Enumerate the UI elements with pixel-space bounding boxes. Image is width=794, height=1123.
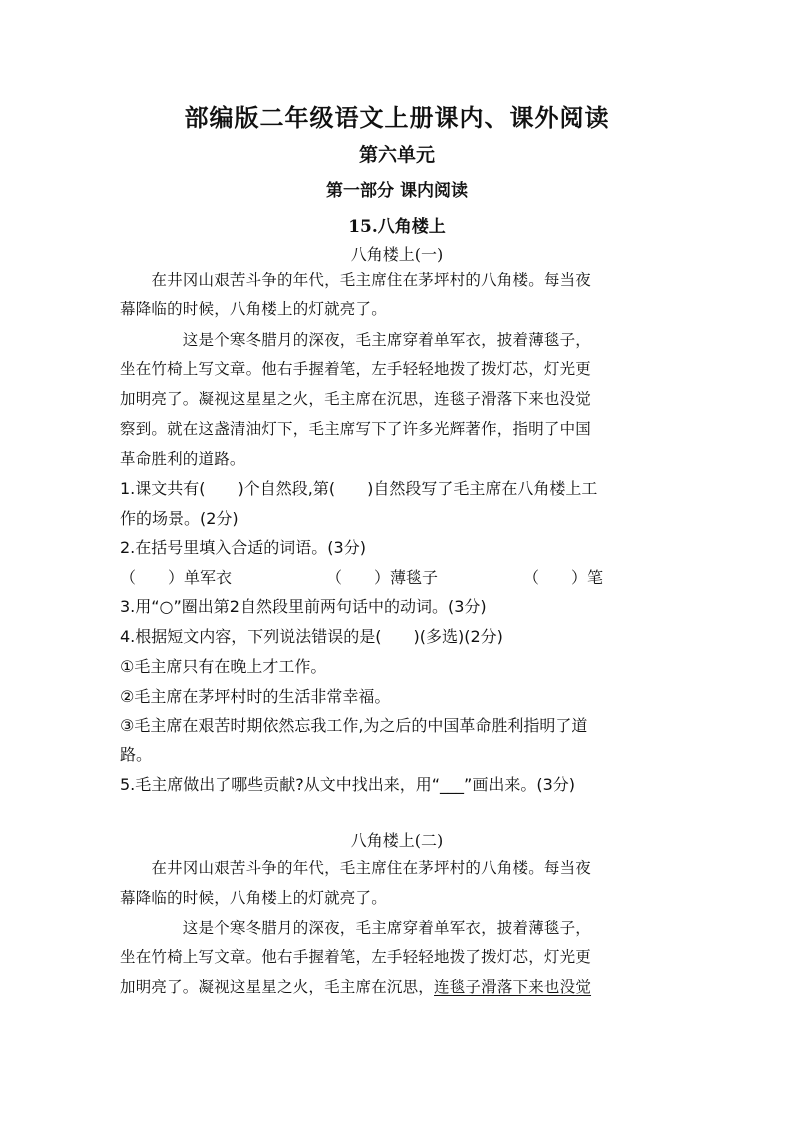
passage1-line: 革命胜利的道路。 <box>120 450 246 468</box>
passage1-line: 幕降临的时候，八角楼上的灯就亮了。 <box>120 300 387 318</box>
question-4-option-3: ③毛主席在艰苦时期依然忘我工作,为之后的中国革命胜利指明了道 <box>120 716 588 735</box>
passage1-line: 在井冈山艰苦斗争的年代，毛主席住在茅坪村的八角楼。每当夜 <box>120 271 592 289</box>
document-title: 部编版二年级语文上册课内、课外阅读 <box>184 103 610 132</box>
passage1-subtitle: 八角楼上(一) <box>350 245 444 264</box>
passage2-line: 幕降临的时候，八角楼上的灯就亮了。 <box>120 889 387 907</box>
blank-pen: （ ）笔 <box>523 568 604 587</box>
passage1-line: 这是个寒冬腊月的深夜，毛主席穿着单军衣，披着薄毯子， <box>120 331 592 349</box>
passage1-line: 加明亮了。凝视这星星之火，毛主席在沉思，连毯子滑落下来也没觉 <box>120 390 592 408</box>
question-1: 1.课文共有( )个自然段,第( )自然段写了毛主席在八角楼上工 <box>120 479 598 498</box>
question-4-option-1: ①毛主席只有在晚上才工作。 <box>120 657 327 676</box>
question-3: 3.用“○”圈出第2自然段里前两句话中的动词。(3分) <box>120 597 487 616</box>
part-heading: 第一部分 课内阅读 <box>326 181 468 201</box>
passage2-subtitle: 八角楼上(二) <box>350 831 444 850</box>
lesson-heading: 15.八角楼上 <box>348 217 446 237</box>
question-5: 5.毛主席做出了哪些贡献?从文中找出来，用“___”画出来。(3分) <box>120 775 576 794</box>
passage2-line: 在井冈山艰苦斗争的年代，毛主席住在茅坪村的八角楼。每当夜 <box>120 859 592 877</box>
question-4-option-3-cont: 路。 <box>120 745 153 764</box>
question-4: 4.根据短文内容，下列说法错误的是( )(多选)(2分) <box>120 627 503 646</box>
question-1-cont: 作的场景。(2分) <box>120 509 239 528</box>
question-4-option-2: ②毛主席在茅坪村时的生活非常幸福。 <box>120 687 391 706</box>
passage2-line-last <box>120 975 680 997</box>
passage2-line: 坐在竹椅上写文章。他右手握着笔，左手轻轻地拨了拨灯芯，灯光更 <box>120 948 592 966</box>
passage1-line: 坐在竹椅上写文章。他右手握着笔，左手轻轻地拨了拨灯芯，灯光更 <box>120 360 592 378</box>
passage2-line: 这是个寒冬腊月的深夜，毛主席穿着单军衣，披着薄毯子， <box>120 919 592 937</box>
passage2-underlined-text: 连毯子滑落下来也没觉 <box>434 978 592 996</box>
blank-thin-blanket: （ ）薄毯子 <box>326 568 439 587</box>
unit-heading: 第六单元 <box>358 144 435 166</box>
passage1-line: 察到。就在这盏清油灯下，毛主席写下了许多光辉著作，指明了中国 <box>120 420 592 438</box>
blank-single-coat: （ ）单军衣 <box>120 568 233 587</box>
passage2-plain-text: 加明亮了。凝视这星星之火，毛主席在沉思， <box>120 978 435 996</box>
question-2: 2.在括号里填入合适的词语。(3分) <box>120 538 366 557</box>
